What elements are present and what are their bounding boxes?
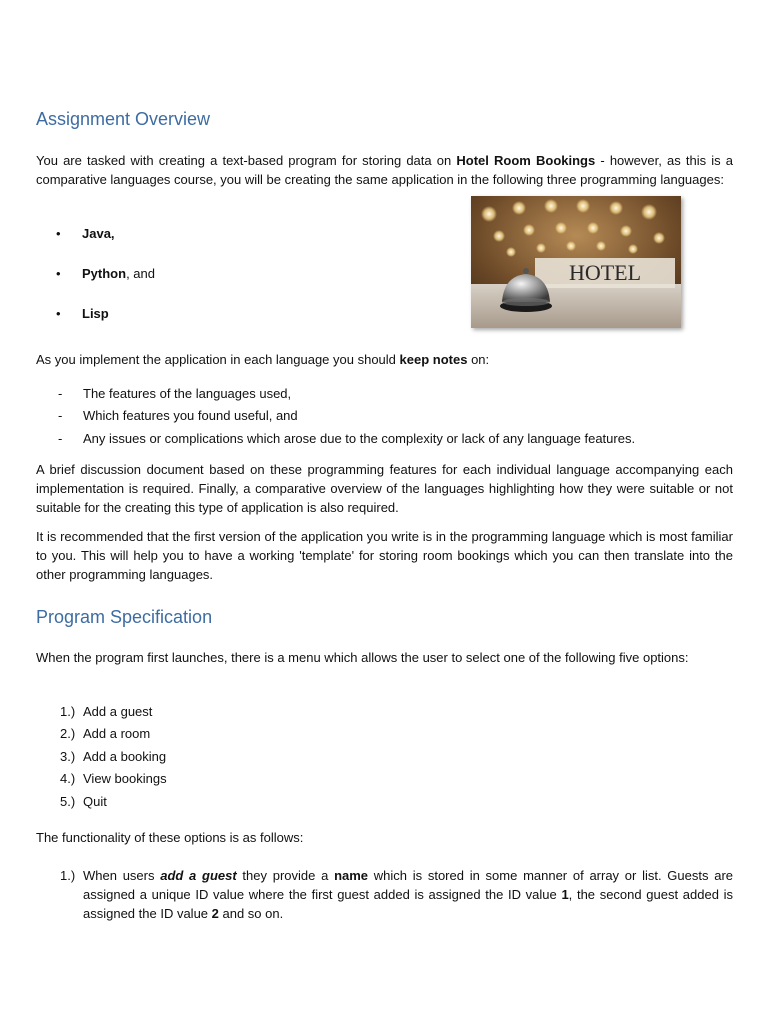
menu-option-label: Add a booking bbox=[83, 749, 167, 764]
document-page bbox=[36, 0, 733, 1024]
bullet-mark: • bbox=[56, 306, 61, 321]
discussion-paragraph: A brief discussion document based on these programming features for each individual language accompanying each implementation is required. Finally, a comparative overview of the languages highlighting how they were suitable or not suitable for the creating this type of application is also required. bbox=[36, 462, 733, 515]
notes-text-b: on: bbox=[467, 352, 490, 367]
notes-text-a: As you implement the application in each language you should bbox=[36, 352, 400, 367]
dash-mark: - bbox=[58, 408, 63, 423]
menu-option-label: View bookings bbox=[83, 771, 167, 786]
hotel-bell-image bbox=[471, 196, 681, 328]
language-label: Python, and bbox=[82, 266, 155, 281]
intro-text-b: - however, as this is a comparative languages course, you will be creating the same application in the following three programming languages: bbox=[36, 153, 733, 187]
notes-bold: keep notes bbox=[399, 352, 468, 367]
language-label: Java, bbox=[82, 226, 115, 241]
menu-option-number: 1.) bbox=[60, 704, 76, 719]
program-specification-heading: Program Specification bbox=[36, 607, 213, 627]
functionality-intro: The functionality of these options is as follows: bbox=[36, 830, 304, 845]
intro-bold-hotel: Hotel Room Bookings bbox=[456, 153, 596, 168]
menu-option-number: 3.) bbox=[60, 749, 76, 764]
hotel-sign-text: HOTEL bbox=[568, 260, 642, 285]
id-one-bold: 1 bbox=[561, 887, 569, 902]
language-label: Lisp bbox=[82, 306, 109, 321]
menu-option-number: 2.) bbox=[60, 726, 76, 741]
intro-text-a: You are tasked with creating a text-based program for storing data on bbox=[36, 153, 457, 168]
notes-item-text: The features of the languages used, bbox=[83, 386, 292, 401]
menu-option-label: Add a room bbox=[83, 726, 151, 741]
menu-intro-paragraph: When the program first launches, there is a menu which allows the user to select one of the following five options: bbox=[36, 650, 689, 665]
intro-paragraph bbox=[36, 151, 733, 189]
notes-item-text: Any issues or complications which arose due to the complexity or lack of any language features. bbox=[83, 431, 636, 446]
hotel-bell-illustration bbox=[471, 196, 681, 328]
functionality-item-text: When users add a guest they provide a name which is stored in some manner of array or list. Guests are assigned a unique ID value where the first guest added is assigned the ID value 1, the second guest added is assigned the ID value 2 and so on. bbox=[83, 868, 734, 921]
name-bold: name bbox=[334, 868, 369, 883]
dash-mark: - bbox=[58, 431, 63, 446]
notes-intro bbox=[36, 350, 733, 369]
add-guest-emphasis: add a guest bbox=[160, 868, 237, 883]
dash-mark: - bbox=[58, 386, 63, 401]
bullet-mark: • bbox=[56, 226, 61, 241]
menu-option-number: 5.) bbox=[60, 794, 76, 809]
notes-item-text: Which features you found useful, and bbox=[83, 408, 298, 423]
menu-option-number: 4.) bbox=[60, 771, 76, 786]
bullet-mark: • bbox=[56, 266, 61, 281]
menu-option-label: Add a guest bbox=[83, 704, 153, 719]
recommendation-paragraph: It is recommended that the first version of the application you write is in the programming language which is most familiar to you. This will help you to have a working 'template' for storing room bookings which you can then translate into the other programming languages. bbox=[36, 529, 733, 582]
id-two-bold: 2 bbox=[211, 906, 219, 921]
assignment-overview-heading: Assignment Overview bbox=[36, 109, 211, 129]
functionality-number: 1.) bbox=[60, 868, 76, 883]
menu-option-label: Quit bbox=[83, 794, 107, 809]
